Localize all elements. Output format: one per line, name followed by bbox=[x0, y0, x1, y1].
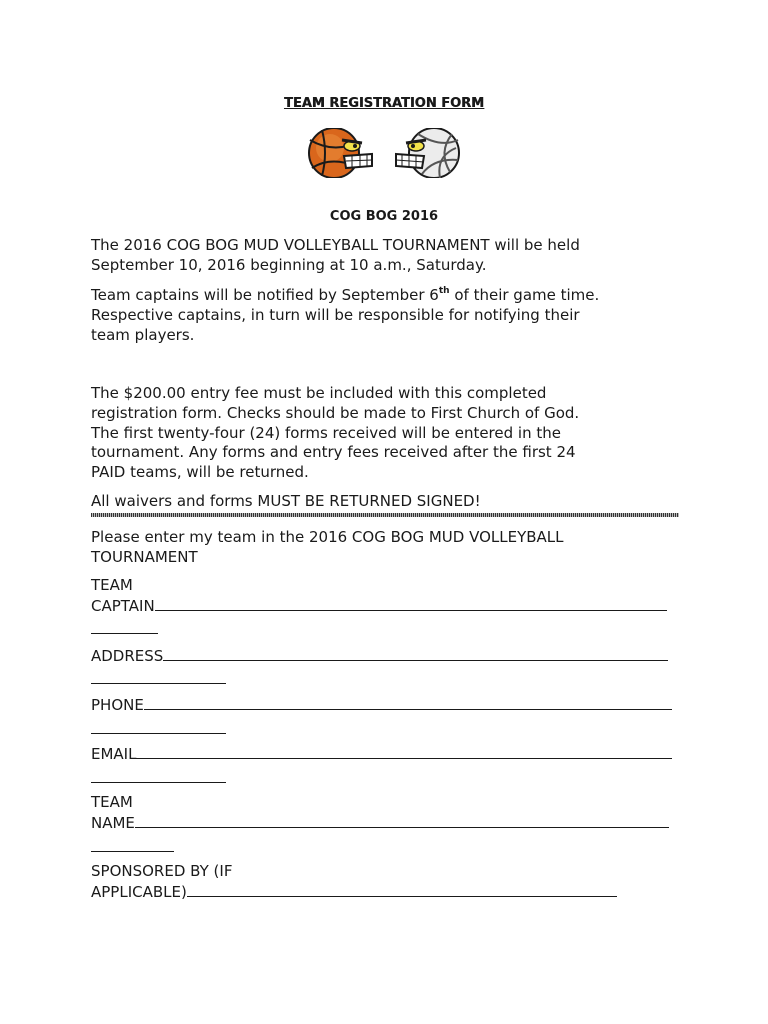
phone-input-continuation[interactable] bbox=[91, 733, 226, 734]
phone-label: PHONE bbox=[91, 696, 144, 714]
basketball-icon bbox=[309, 128, 372, 178]
captains-text-part1: Team captains will be notified by September 6 bbox=[91, 286, 439, 304]
captains-text-rest: Respective captains, in turn will be responsible for notifying their team players. bbox=[91, 305, 580, 344]
fee-paragraph: The $200.00 entry fee must be included with this completed registration form. Checks should be made to First Church of God. The first twenty-four (24) forms received will be entered in the tournament. Any forms and entry fees received after the first 24 PAID teams, will be returned. bbox=[91, 384, 580, 482]
email-label: EMAIL bbox=[91, 745, 137, 763]
email-input-line[interactable] bbox=[136, 744, 672, 759]
sponsored-by-input-line[interactable] bbox=[187, 882, 617, 897]
phone-field[interactable] bbox=[91, 695, 672, 716]
captains-superscript: th bbox=[438, 286, 450, 296]
form-title: TEAM REGISTRATION FORM bbox=[283, 96, 484, 111]
team-captain-field[interactable] bbox=[91, 576, 667, 617]
email-field[interactable] bbox=[91, 744, 672, 765]
volleyball-icon bbox=[396, 128, 459, 178]
sponsored-by-field[interactable] bbox=[91, 862, 617, 903]
team-name-input-continuation[interactable] bbox=[91, 851, 174, 852]
email-input-continuation[interactable] bbox=[91, 782, 226, 783]
team-name-input-line[interactable] bbox=[135, 813, 669, 828]
team-captain-input-continuation[interactable] bbox=[91, 633, 158, 634]
intro-paragraph: The 2016 COG BOG MUD VOLLEYBALL TOURNAMENT will be held September 10, 2016 beginning at 10 a.m., Saturday. bbox=[91, 236, 580, 274]
team-name-label-line1: TEAM bbox=[91, 793, 133, 811]
address-input-line[interactable] bbox=[163, 646, 668, 661]
captains-text-part2: of their game time. bbox=[449, 286, 600, 304]
team-captain-label-line1: TEAM bbox=[91, 576, 133, 594]
team-captain-input-line[interactable] bbox=[155, 596, 667, 611]
event-subtitle: COG BOG 2016 bbox=[329, 209, 439, 224]
waivers-notice: All waivers and forms MUST BE RETURNED SIGNED! bbox=[91, 492, 481, 510]
team-name-field[interactable] bbox=[91, 793, 669, 834]
enter-team-paragraph: Please enter my team in the 2016 COG BOG MUD VOLLEYBALL TOURNAMENT bbox=[91, 528, 564, 566]
team-captain-label-line2: CAPTAIN bbox=[91, 596, 155, 615]
angry-basketball-and-volleyball-icon bbox=[300, 128, 468, 178]
address-field[interactable] bbox=[91, 646, 668, 667]
sponsored-label-line1: SPONSORED BY (IF bbox=[91, 862, 233, 880]
section-divider bbox=[91, 513, 679, 517]
address-input-continuation[interactable] bbox=[91, 683, 226, 684]
address-label: ADDRESS bbox=[91, 647, 164, 665]
team-name-label-line2: NAME bbox=[91, 813, 135, 832]
captains-paragraph bbox=[91, 286, 681, 345]
phone-input-line[interactable] bbox=[144, 695, 672, 710]
sponsored-label-line2: APPLICABLE) bbox=[91, 882, 187, 901]
